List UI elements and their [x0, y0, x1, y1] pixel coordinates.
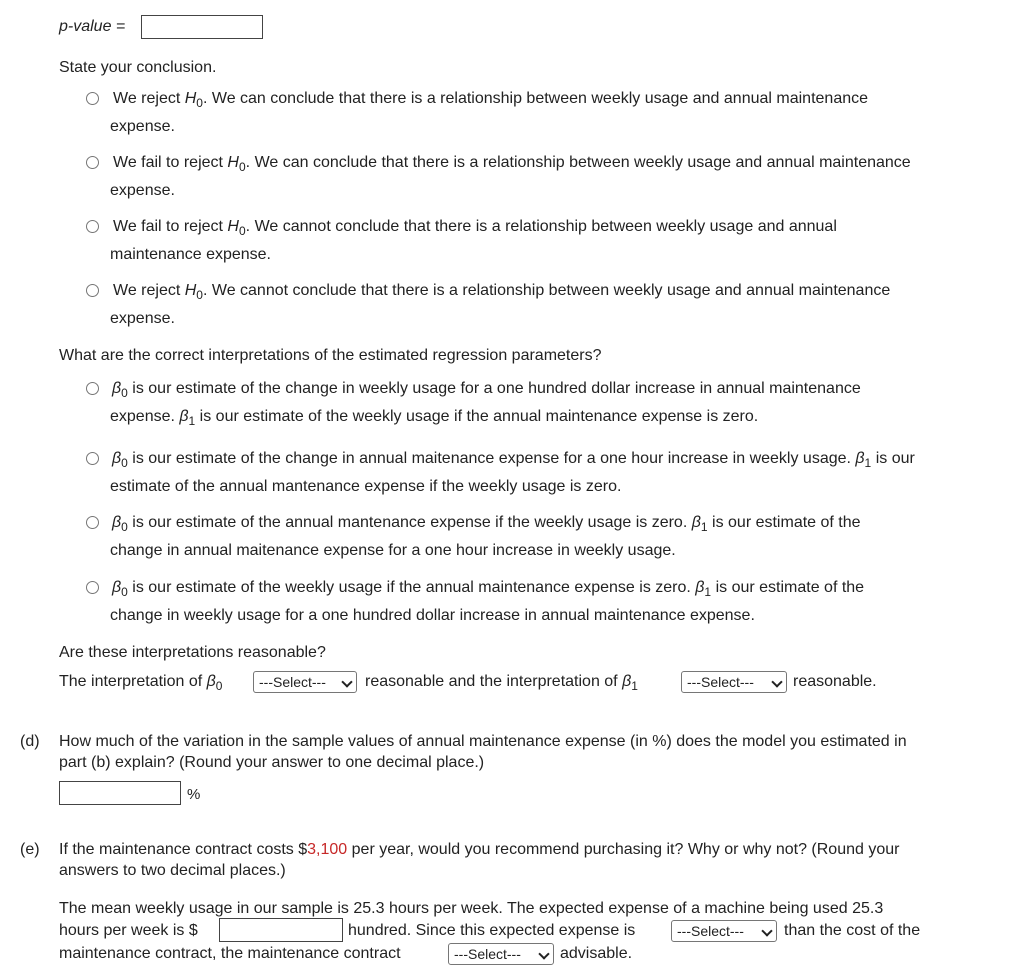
interpretation-option-1[interactable]: $\beta_0$ is our estimate of the change in weekly usage for a one hundred dollar increase in annual maintenance [112, 380, 861, 400]
compare-select[interactable]: ---Select--- [671, 920, 777, 942]
part-e-para-line1: The mean weekly usage in our sample is 25.3 hours per week. The expected expense of a machine being used 25.3 [59, 900, 884, 917]
part-e-para-line2-post: than the cost of the [784, 922, 921, 939]
conclusion-radio-1[interactable] [86, 92, 99, 105]
part-d-question-line1: How much of the variation in the sample values of annual maintenance expense (in %) does the model you estimated in [59, 733, 907, 750]
interpretation-prompt: What are the correct interpretations of the estimated regression parameters? [59, 347, 602, 364]
conclusion-option-2[interactable]: We fail to reject $H_0$. We can conclude that there is a relationship between weekly usage and annual maintenance [113, 154, 911, 174]
interpretation-option-4-line2: change in weekly usage for a one hundred dollar increase in annual maintenance expense. [110, 607, 755, 624]
conclusion-option-1[interactable]: We reject $H_0$. We can conclude that there is a relationship between weekly usage and annual maintenance [113, 90, 869, 110]
conclusion-option-4-line2: expense. [110, 310, 175, 327]
interpretation-radio-3[interactable] [86, 516, 99, 529]
part-d-answer-input[interactable] [59, 781, 181, 805]
chevron-down-icon [341, 676, 352, 687]
reasonable-mid: reasonable and the interpretation of $\beta_1$ [365, 673, 638, 693]
reasonable-pre: The interpretation of $\beta_0$ [59, 673, 223, 693]
conclusion-radio-2[interactable] [86, 156, 99, 169]
advisable-select[interactable]: ---Select--- [448, 943, 554, 965]
pvalue-input[interactable] [141, 15, 263, 39]
part-e-question-line2: answers to two decimal places.) [59, 862, 286, 879]
reasonable-prompt: Are these interpretations reasonable? [59, 644, 326, 661]
part-e-label: (e) [20, 841, 40, 858]
part-e-para-line3-pre: maintenance contract, the maintenance contract [59, 945, 401, 962]
contract-cost: 3,100 [307, 841, 348, 858]
part-e-question-line1: If the maintenance contract costs $3,100 per year, would you recommend purchasing it? Why or why not? (Round your [59, 841, 900, 858]
interpretation-radio-4[interactable] [86, 581, 99, 594]
part-e-para-line2-mid: hundred. Since this expected expense is [348, 922, 636, 939]
chevron-down-icon [761, 925, 772, 936]
conclusion-radio-3[interactable] [86, 220, 99, 233]
conclusion-option-3-line2: maintenance expense. [110, 246, 271, 263]
conclusion-option-2-line2: expense. [110, 182, 175, 199]
part-e-para-line2-pre: hours per week is $ [59, 922, 198, 939]
interpretation-radio-2[interactable] [86, 452, 99, 465]
interpretation-option-2[interactable]: $\beta_0$ is our estimate of the change in annual maitenance expense for a one hour increase in weekly usage. $\beta_1$ is our [112, 450, 915, 470]
interpretation-option-1-line2: expense. $\beta_1$ is our estimate of the weekly usage if the annual maintenance expense is zero. [110, 408, 759, 428]
part-e-para-line3-post: advisable. [560, 945, 633, 962]
beta0-reasonable-select[interactable]: ---Select--- [253, 671, 357, 693]
reasonable-post: reasonable. [793, 673, 877, 690]
conclusion-radio-4[interactable] [86, 284, 99, 297]
interpretation-option-2-line2: estimate of the annual mantenance expense if the weekly usage is zero. [110, 478, 622, 495]
interpretation-option-4[interactable]: $\beta_0$ is our estimate of the weekly usage if the annual maintenance expense is zero. $\beta_1$ is our estimate of the [112, 579, 865, 599]
part-d-question-line2: part (b) explain? (Round your answer to one decimal place.) [59, 754, 485, 771]
pvalue-label: p-value = [59, 18, 126, 35]
conclusion-option-4[interactable]: We reject $H_0$. We cannot conclude that there is a relationship between weekly usage and annual maintenance [113, 282, 891, 302]
chevron-down-icon [771, 676, 782, 687]
interpretation-radio-1[interactable] [86, 382, 99, 395]
conclusion-option-3[interactable]: We fail to reject $H_0$. We cannot conclude that there is a relationship between weekly usage and annual [113, 218, 837, 238]
chevron-down-icon [538, 948, 549, 959]
percent-unit: % [187, 786, 201, 803]
beta1-reasonable-select[interactable]: ---Select--- [681, 671, 787, 693]
part-d-label: (d) [20, 733, 40, 750]
interpretation-option-3-line2: change in annual maitenance expense for a one hour increase in weekly usage. [110, 542, 676, 559]
expected-expense-input[interactable] [219, 918, 343, 942]
conclusion-option-1-line2: expense. [110, 118, 175, 135]
conclusion-prompt: State your conclusion. [59, 59, 217, 76]
interpretation-option-3[interactable]: $\beta_0$ is our estimate of the annual mantenance expense if the weekly usage is zero. $\beta_1$ is our estimate of the [112, 514, 861, 534]
